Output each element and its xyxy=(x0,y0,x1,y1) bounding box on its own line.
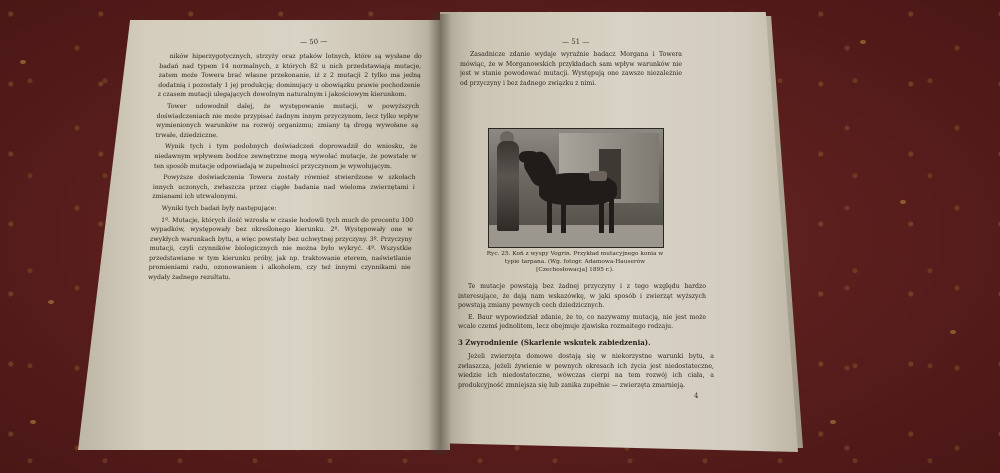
horse-saddle xyxy=(589,171,607,181)
left-paragraph: Tower udowodnił dalej, że występowanie mutacji, w powyższych doświadczeniach nie może przypisać żadnym innym przyczynom, lecz tylko wpływ wymienionych warunków na rozwój organizmu; zmiany tą drogą wywołane są trwałe, dziedziczne. xyxy=(155,102,420,139)
signature-mark: 4 xyxy=(694,392,699,400)
horse-leg xyxy=(609,199,614,233)
left-paragraph: ników hiperzygotycznych, strzyży oraz ptaków lotnych, które są wysłane do badań nad typem 14 normalnych, z których 82 u nich przedstawiają mutacje, zatem może Towera brać własne przekonanie, iż z 2 mutacji 2 tylko ma jedną dodatnią i pozostały 1 jej produkcją; dominujący u obowiązku prawie pochodzenie z czasem mutacji ulegających dowolnym naturalnym i jakościowym kierunkom. xyxy=(157,53,422,99)
carpet-pattern xyxy=(20,60,26,64)
carpet-pattern xyxy=(900,200,906,204)
right-page-text-bottom xyxy=(458,352,714,408)
right-page-text-middle xyxy=(458,282,706,334)
left-page-number: — 50 — xyxy=(299,37,328,47)
horse-photograph xyxy=(488,128,664,248)
carpet-pattern xyxy=(860,40,866,44)
right-paragraph: Jeżeli zwierzęta domowe dostają się w niekorzystne warunki bytu, a zwłaszcza, jeżeli żywienie w pewnych okresach ich życia jest niedostateczne, wiedzie ich niedostateczne, wówczas cierpi na tem rozwój ich ciała, a produkcyjność zmniejsza się lub zanika zupełnie — zwierzęta zmarnieją. xyxy=(458,353,714,389)
carpet-pattern xyxy=(30,420,36,424)
horse-head xyxy=(519,151,539,163)
carpet-pattern xyxy=(48,300,54,304)
horse-leg xyxy=(561,199,566,233)
carpet-pattern xyxy=(950,330,956,334)
section-heading: 3 Zwyrodnienie (Skarlenie wskutek zabiedzenia). xyxy=(458,338,651,347)
carpet-pattern xyxy=(830,420,836,424)
right-paragraph: E. Baur wypowiedział zdanie, że to, co nazywamy mutacją, nie jest może wcale czemś jednolitem, lecz obejmuje zjawiska rozmaitego rodzaju. xyxy=(458,313,706,331)
book-gutter xyxy=(428,14,452,454)
right-paragraph: Te mutacje powstają bez żadnej przyczyny i z tego względu bardzo interesujące, że dają nam wskazówkę, w jaki sposób i zwierząt wyższych powstają zmiany pewnych cech dziedzicznych. xyxy=(458,283,706,310)
horse-leg xyxy=(547,199,552,233)
left-paragraph: Wyniki tych badań były następujące: xyxy=(161,204,277,212)
left-paragraph: Wynik tych i tym podobnych doświadczeń doprowadził do wniosku, że niedawnym wpływem bodźce zewnętrzne mogą wywołać mutacje, że powstałe w ten sposób mutacje odpowiadają w zupełności przyczynom je wywołującym. xyxy=(153,143,418,170)
right-page-text-top xyxy=(460,50,682,122)
right-paragraph: Zasadnicze zdanie wydaje wyraźnie badacz Morgana i Towera mówiąc, że w Morganowskich przykładach sam wpływ warunków nie jest w stanie powodować mutacji. Występują one zawsze niezależnie od przyczyny i bez żadnego związku z nimi. xyxy=(460,51,682,87)
photo-caption: Ryc. 25. Koń z wyspy Vogrin. Przykład mutacyjnego konia w typie tarpana. (Wg. fotogr. Adamowa-Hauserów [Czechosłowacja] 1895 r.). xyxy=(486,251,664,273)
left-page-text xyxy=(140,52,422,432)
right-page-number: — 51 — xyxy=(562,38,590,46)
left-paragraph: Powyższe doświadczenia Towera zostały również stwierdzone w szkołach innych uczonych, zwłaszcza przez ciągłe badania nad wieloma zwierzętami i zmianami ich utrwalonymi. xyxy=(152,174,416,201)
man-figure xyxy=(497,141,519,231)
left-paragraph: 1º. Mutacje, których ilość wzrosła w czasie hodowli tych much do procentu 100 wypadków, występowały bez określonego kierunku. 2º. Występowały one w zwykłych warunkach bytu, a więc powstały bez uchwytnej przyczyny. 3º. Przyczyny mutacji, czyli czynników biologicznych nie można było wykryć. 4º. Wszystkie przedstawiane w tym kierunku próby, jak np. traktowanie eterem, naświetlanie promieniami radu, ozonowaniem i alkoholem, czy też innymi czynnikami nie wydały żadnego rezultatu. xyxy=(147,216,414,282)
horse-leg xyxy=(599,199,604,233)
